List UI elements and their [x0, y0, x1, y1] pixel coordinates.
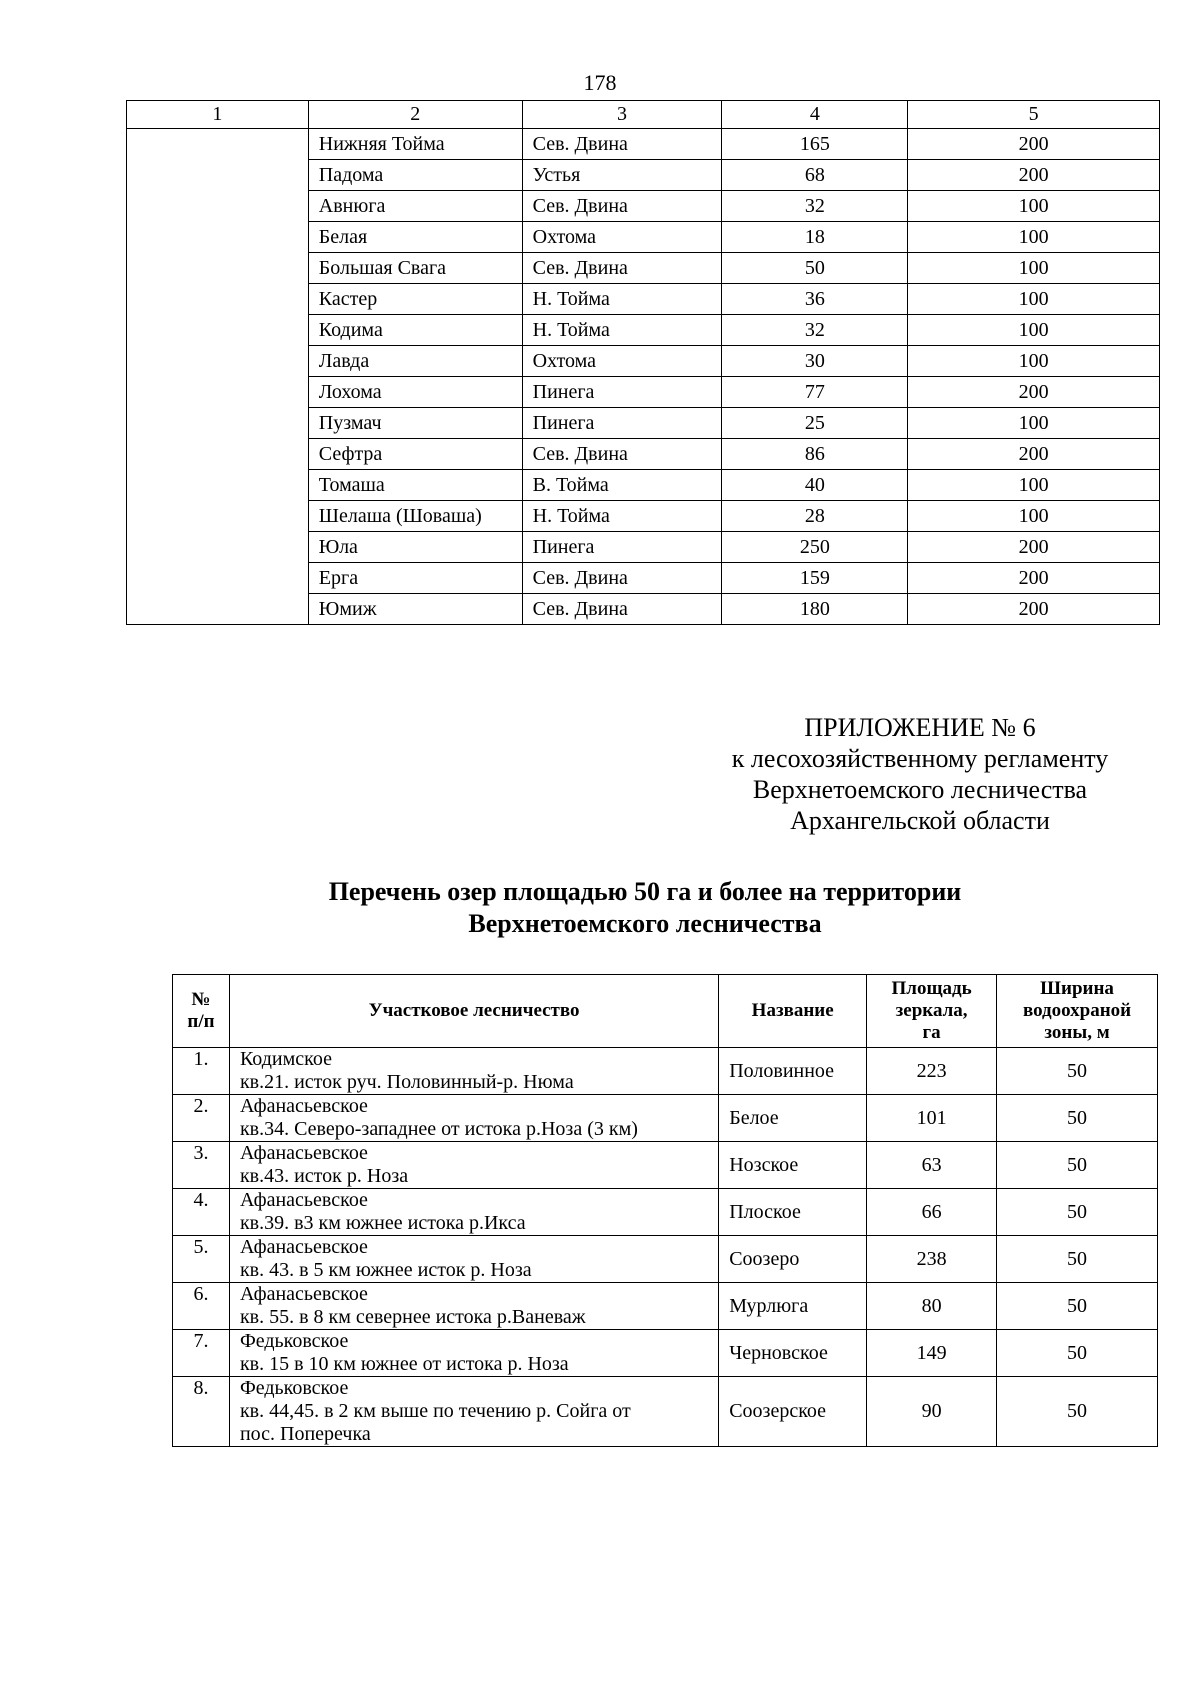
header-area-line-1: Площадь — [891, 978, 972, 999]
river-name: Падома — [308, 160, 522, 191]
district-cell — [229, 1283, 718, 1330]
river-outflow: Сев. Двина — [522, 129, 722, 160]
row-number: 2. — [173, 1095, 230, 1142]
river-name: Ерга — [308, 563, 522, 594]
appendix-number: ПРИЛОЖЕНИЕ № 6 — [804, 713, 1036, 742]
row-number: 7. — [173, 1330, 230, 1377]
row-number: 4. — [173, 1189, 230, 1236]
row-number: 1. — [173, 1048, 230, 1095]
river-outflow: Н. Тойма — [522, 315, 722, 346]
header-number-line-2: п/п — [187, 1011, 215, 1032]
river-outflow: Пинега — [522, 408, 722, 439]
lake-area: 63 — [867, 1142, 997, 1189]
lake-location-continued: пос. Поперечка — [239, 1423, 371, 1445]
header-width — [997, 975, 1158, 1048]
river-outflow: Сев. Двина — [522, 563, 722, 594]
river-length: 36 — [722, 284, 908, 315]
river-length: 25 — [722, 408, 908, 439]
river-name: Пузмач — [308, 408, 522, 439]
river-length: 32 — [722, 191, 908, 222]
table-row — [127, 129, 1160, 160]
protection-zone-width: 200 — [908, 129, 1160, 160]
lake-name: Мурлюга — [719, 1283, 867, 1330]
column-number-5: 5 — [908, 101, 1160, 129]
row-number: 3. — [173, 1142, 230, 1189]
rivers-table-header-row — [127, 101, 1160, 129]
lake-zone-width: 50 — [997, 1095, 1158, 1142]
document-title — [0, 876, 1200, 940]
lake-location: кв.43. исток р. Ноза — [239, 1165, 409, 1187]
title-line-2: Верхнетоемского лесничества — [468, 909, 822, 938]
header-area-line-3: га — [922, 1022, 941, 1043]
district-name: Афанасьевское — [239, 1142, 368, 1164]
protection-zone-width: 100 — [908, 501, 1160, 532]
column-number-4: 4 — [722, 101, 908, 129]
river-name: Авнюга — [308, 191, 522, 222]
appendix-line-3: Верхнетоемского лесничества — [752, 775, 1088, 804]
river-outflow: Сев. Двина — [522, 439, 722, 470]
river-name: Кодима — [308, 315, 522, 346]
table-row — [173, 1283, 1158, 1330]
appendix-line-4: Архангельской области — [790, 806, 1050, 835]
district-cell — [229, 1189, 718, 1236]
river-outflow: Н. Тойма — [522, 284, 722, 315]
table-row — [173, 1142, 1158, 1189]
river-length: 86 — [722, 439, 908, 470]
header-number-line-1: № — [191, 989, 211, 1010]
table-row — [173, 1377, 1158, 1447]
river-length: 159 — [722, 563, 908, 594]
lake-area: 238 — [867, 1236, 997, 1283]
row-number: 6. — [173, 1283, 230, 1330]
column-number-3: 3 — [522, 101, 722, 129]
river-name: Кастер — [308, 284, 522, 315]
district-cell — [229, 1236, 718, 1283]
protection-zone-width: 200 — [908, 377, 1160, 408]
lake-location: кв.21. исток руч. Половинный-р. Нюма — [239, 1071, 574, 1093]
protection-zone-width: 100 — [908, 408, 1160, 439]
river-name: Сефтра — [308, 439, 522, 470]
river-length: 28 — [722, 501, 908, 532]
lake-location: кв. 55. в 8 км севернее истока р.Ваневаж — [239, 1306, 586, 1328]
lake-location: кв.39. в3 км южнее истока р.Икса — [239, 1212, 526, 1234]
river-name: Лохома — [308, 377, 522, 408]
protection-zone-width: 100 — [908, 346, 1160, 377]
lake-area: 66 — [867, 1189, 997, 1236]
protection-zone-width: 200 — [908, 439, 1160, 470]
district-cell — [229, 1377, 718, 1447]
lake-location: кв. 44,45. в 2 км выше по течению р. Сойга от — [239, 1400, 631, 1422]
lake-zone-width: 50 — [997, 1283, 1158, 1330]
lake-area: 101 — [867, 1095, 997, 1142]
river-name: Белая — [308, 222, 522, 253]
district-name: Афанасьевское — [239, 1095, 368, 1117]
header-width-line-1: Ширина — [1040, 978, 1114, 999]
protection-zone-width: 100 — [908, 470, 1160, 501]
lake-zone-width: 50 — [997, 1142, 1158, 1189]
river-outflow: Пинега — [522, 532, 722, 563]
district-cell — [229, 1095, 718, 1142]
lake-name: Белое — [719, 1095, 867, 1142]
river-length: 30 — [722, 346, 908, 377]
protection-zone-width: 200 — [908, 160, 1160, 191]
river-outflow: Сев. Двина — [522, 253, 722, 284]
table-row — [173, 1236, 1158, 1283]
table-row — [173, 1330, 1158, 1377]
header-area-line-2: зеркала, — [895, 1000, 968, 1021]
river-name: Юла — [308, 532, 522, 563]
protection-zone-width: 200 — [908, 532, 1160, 563]
protection-zone-width: 100 — [908, 191, 1160, 222]
lake-area: 149 — [867, 1330, 997, 1377]
lake-location: кв.34. Северо-западнее от истока р.Ноза (3 км) — [239, 1118, 638, 1140]
river-length: 250 — [722, 532, 908, 563]
lakes-table — [172, 974, 1158, 1447]
lake-name: Нозское — [719, 1142, 867, 1189]
table-row — [173, 1095, 1158, 1142]
header-name: Название — [719, 975, 867, 1048]
river-name: Лавда — [308, 346, 522, 377]
district-name: Афанасьевское — [239, 1236, 368, 1258]
header-width-line-2: водоохраной — [1022, 1000, 1132, 1021]
table-row — [173, 1048, 1158, 1095]
river-name: Юмиж — [308, 594, 522, 625]
row-number: 8. — [173, 1377, 230, 1447]
protection-zone-width: 100 — [908, 284, 1160, 315]
protection-zone-width: 200 — [908, 594, 1160, 625]
protection-zone-width: 100 — [908, 253, 1160, 284]
appendix-line-2: к лесохозяйственному регламенту — [731, 744, 1109, 773]
appendix-heading — [700, 712, 1140, 836]
river-outflow: Сев. Двина — [522, 594, 722, 625]
protection-zone-width: 100 — [908, 222, 1160, 253]
river-length: 18 — [722, 222, 908, 253]
river-outflow: Сев. Двина — [522, 191, 722, 222]
lake-name: Соозерское — [719, 1377, 867, 1447]
river-outflow: Устья — [522, 160, 722, 191]
district-name: Кодимское — [239, 1048, 332, 1070]
river-name: Большая Свага — [308, 253, 522, 284]
river-length: 50 — [722, 253, 908, 284]
lake-zone-width: 50 — [997, 1189, 1158, 1236]
row-number: 5. — [173, 1236, 230, 1283]
district-cell — [229, 1330, 718, 1377]
river-outflow: Пинега — [522, 377, 722, 408]
lake-name: Половинное — [719, 1048, 867, 1095]
lake-name: Черновское — [719, 1330, 867, 1377]
header-number — [173, 975, 230, 1048]
district-name: Федьковское — [239, 1377, 349, 1399]
river-length: 68 — [722, 160, 908, 191]
lake-zone-width: 50 — [997, 1048, 1158, 1095]
protection-zone-width: 100 — [908, 315, 1160, 346]
river-name: Нижняя Тойма — [308, 129, 522, 160]
protection-zone-width: 200 — [908, 563, 1160, 594]
lake-name: Соозеро — [719, 1236, 867, 1283]
lake-zone-width: 50 — [997, 1377, 1158, 1447]
river-outflow: Охтома — [522, 346, 722, 377]
table-row — [173, 1189, 1158, 1236]
lake-name: Плоское — [719, 1189, 867, 1236]
river-length: 40 — [722, 470, 908, 501]
district-cell — [229, 1142, 718, 1189]
river-outflow: Охтома — [522, 222, 722, 253]
district-name: Афанасьевское — [239, 1189, 368, 1211]
river-length: 180 — [722, 594, 908, 625]
district-name: Афанасьевское — [239, 1283, 368, 1305]
lake-zone-width: 50 — [997, 1330, 1158, 1377]
lakes-table-header-row — [173, 975, 1158, 1048]
lake-area: 80 — [867, 1283, 997, 1330]
lake-location: кв. 43. в 5 км южнее исток р. Ноза — [239, 1259, 532, 1281]
river-outflow: В. Тойма — [522, 470, 722, 501]
lake-location: кв. 15 в 10 км южнее от истока р. Ноза — [239, 1353, 569, 1375]
title-line-1: Перечень озер площадью 50 га и более на территории — [328, 877, 962, 906]
header-width-line-3: зоны, м — [1044, 1022, 1110, 1043]
district-cell — [229, 1048, 718, 1095]
rivers-table — [126, 100, 1160, 625]
lake-area: 90 — [867, 1377, 997, 1447]
river-name: Шелаша (Шоваша) — [308, 501, 522, 532]
lake-zone-width: 50 — [997, 1236, 1158, 1283]
column-number-1: 1 — [127, 101, 309, 129]
page-number: 178 — [583, 70, 617, 95]
empty-group-cell — [127, 129, 309, 625]
river-length: 165 — [722, 129, 908, 160]
header-district: Участковое лесничество — [229, 975, 718, 1048]
river-outflow: Н. Тойма — [522, 501, 722, 532]
river-name: Томаша — [308, 470, 522, 501]
header-area — [867, 975, 997, 1048]
river-length: 32 — [722, 315, 908, 346]
river-length: 77 — [722, 377, 908, 408]
column-number-2: 2 — [308, 101, 522, 129]
district-name: Федьковское — [239, 1330, 349, 1352]
lake-area: 223 — [867, 1048, 997, 1095]
